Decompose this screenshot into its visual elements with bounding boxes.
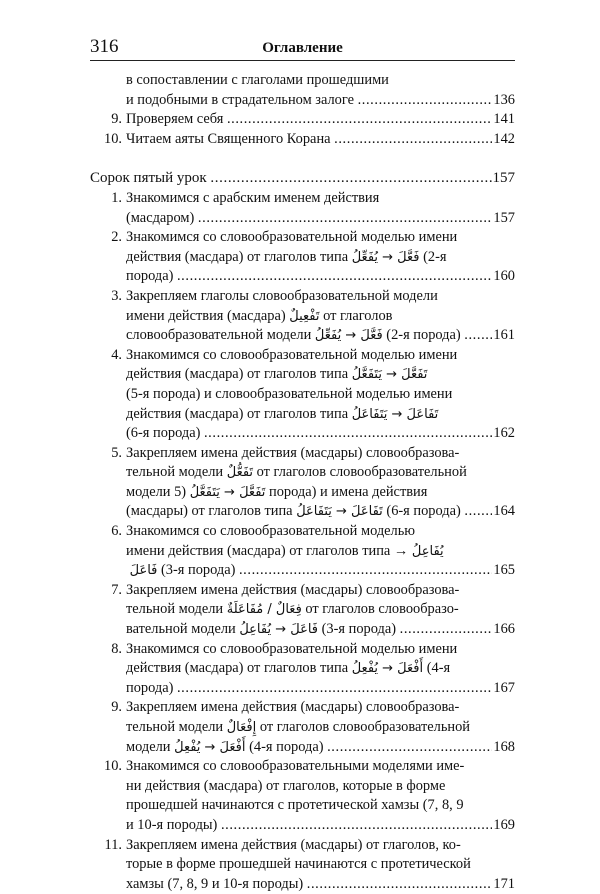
dot-leader (177, 679, 492, 699)
page-number: 316 (90, 36, 119, 57)
toc-line (90, 424, 515, 444)
toc-line (90, 522, 515, 542)
toc-item-number: 4. (111, 346, 122, 363)
toc-line (90, 502, 515, 522)
toc-line (90, 561, 515, 581)
toc-line (90, 757, 515, 777)
toc-item-text: тельной модели (126, 719, 224, 735)
toc-item-text: Знакомимся со словообразовательной моделью имени (126, 346, 458, 363)
toc-item-number: 9. (111, 699, 122, 716)
toc-page-number[interactable]: 157 (492, 170, 515, 187)
toc-item-number: 8. (111, 640, 122, 657)
toc-item-text: (масдары) от глаголов типа (126, 503, 293, 520)
toc-item-text: хамзы (7, 8, 9 и 10-я породы) (126, 875, 304, 892)
arabic-pattern: يُفَاعِلُ (411, 543, 444, 559)
toc-item-text: (масдаром) (126, 209, 195, 226)
toc-page-number[interactable]: 168 (493, 738, 515, 755)
toc-item-text: Закрепляем имена действия (масдары) словообразова- (126, 699, 460, 716)
toc-item-number: 10. (104, 130, 122, 147)
toc-line (90, 444, 515, 464)
toc-item-text: действия (масдара) от глаголов типа (126, 248, 349, 265)
toc-item-text: действия (масдара) от глаголов типа (126, 660, 349, 677)
toc-page-number[interactable]: 141 (493, 111, 515, 128)
arabic-pattern: تَفَعَّلَ → يَتَفَعَّلُ (189, 484, 266, 500)
toc-page-number[interactable]: 142 (493, 130, 515, 147)
toc-page-number[interactable]: 169 (493, 816, 515, 833)
toc-item-number: 10. (104, 758, 122, 775)
toc-item-text-continued: от глаголов словообразовательной (259, 719, 470, 735)
dot-leader (464, 502, 492, 522)
toc-page-number[interactable]: 171 (493, 875, 515, 892)
toc-line (90, 385, 515, 405)
toc-line (90, 405, 515, 425)
dot-leader (464, 326, 492, 346)
toc-line (90, 267, 515, 287)
toc-item-text: словообразовательной модели (126, 327, 312, 344)
toc-item-number: 11. (104, 836, 122, 853)
toc-line (90, 718, 515, 738)
dot-leader (239, 561, 492, 581)
arabic-pattern: تَفَاعَلَ → يَتَفَاعَلُ (296, 504, 383, 520)
dot-leader (400, 620, 493, 640)
toc-line (90, 71, 515, 91)
toc-item-text: (5-я порода) и словообразовательной моделью имени (126, 385, 453, 402)
toc-item-text: порода) (126, 679, 174, 696)
running-title: Оглавление (262, 40, 343, 56)
toc-item-text: модели (126, 738, 171, 755)
arabic-pattern: تَفَعُّلٌ (226, 465, 254, 481)
toc-line (90, 209, 515, 229)
dot-leader (327, 738, 492, 758)
arabic-pattern: فِعَالٌ / مُفَاعَلَةٌ (226, 602, 302, 618)
page-header (90, 36, 515, 61)
toc-page-number[interactable]: 136 (493, 91, 515, 108)
dot-leader (334, 130, 492, 150)
toc-line (90, 463, 515, 483)
section-gap (90, 149, 515, 169)
dot-leader (227, 110, 492, 130)
toc-item-text: Закрепляем имена действия (масдары) словообразова- (126, 581, 460, 598)
toc-line (90, 346, 515, 366)
toc-item-text-continued: от глаголов словообразо- (305, 601, 459, 618)
toc-item-text: имени действия (масдара) от глаголов типа → (126, 542, 409, 559)
toc-line (90, 189, 515, 209)
toc-item-number: 1. (111, 189, 122, 206)
toc-item-text: порода) (126, 268, 174, 285)
toc-line (90, 91, 515, 111)
toc-item-text: модели 5) (126, 483, 187, 500)
arabic-pattern: أَفْعَلَ → يُفْعِلُ (351, 661, 424, 677)
arabic-pattern: تَفَاعَلَ → يَتَفَاعَلُ (351, 406, 439, 422)
toc-item-text-continued: от глаголов (323, 307, 393, 324)
toc-item-text: имени действия (масдара) (126, 307, 286, 324)
arabic-pattern: أَفْعَلَ → يُفْعِلُ (174, 739, 246, 755)
toc-item-text-continued: (3-я порода) (161, 562, 236, 579)
toc-line (90, 875, 515, 894)
dot-leader (210, 169, 491, 189)
toc-item-number: 9. (111, 111, 122, 128)
toc-item-text: вательной модели (126, 621, 236, 638)
toc-line (90, 130, 515, 150)
toc-line (90, 483, 515, 503)
toc-line (90, 600, 515, 620)
toc-item-text: Проверяем себя (126, 111, 224, 128)
toc-item-text: Знакомимся со словообразовательной моделью имени (126, 640, 458, 657)
toc-item-number: 6. (111, 523, 122, 540)
toc-item-text: тельной модели (126, 464, 224, 481)
arabic-pattern: إِفْعَالٌ (226, 720, 257, 735)
toc-item-text: (6-я порода) (126, 425, 201, 442)
toc-item-number: 7. (111, 581, 122, 598)
toc-item-text: Закрепляем имена действия (масдары) от глаголов, ко- (126, 836, 461, 853)
toc-line (90, 640, 515, 660)
toc-item-number: 2. (111, 229, 122, 246)
toc-line (90, 816, 515, 836)
toc-lesson-heading (90, 169, 515, 189)
toc-line (90, 679, 515, 699)
toc-line (90, 777, 515, 797)
toc-item-text: тельной модели (126, 601, 224, 618)
toc-item-text-continued: (3-я порода) (321, 621, 397, 638)
toc-item-text: Знакомимся с арабским именем действия (126, 189, 380, 206)
toc-item-text-continued: (2-я (423, 248, 447, 265)
toc-page-number[interactable]: 161 (493, 327, 515, 344)
toc-item-text: ни действия (масдара) от глаголов, которые в форме (126, 777, 446, 794)
toc-page-number[interactable]: 164 (493, 503, 515, 520)
toc-line (90, 287, 515, 307)
toc-item-number: 5. (111, 444, 122, 461)
toc-line (90, 738, 515, 758)
toc-line (90, 110, 515, 130)
table-of-contents (90, 71, 515, 894)
dot-leader (204, 424, 492, 444)
toc-line (90, 365, 515, 385)
toc-item-text-continued: от глаголов словообразовательной (256, 464, 467, 481)
arabic-pattern: فَعَّلَ → يُفَعِّلُ (351, 249, 420, 265)
arabic-pattern: فَاعَلَ (129, 563, 158, 579)
toc-item-text: Закрепляем имена действия (масдары) словообразова- (126, 444, 460, 461)
dot-leader (221, 816, 492, 836)
toc-item-text-continued: (4-я порода) (249, 738, 324, 755)
toc-item-text: действия (масдара) от глаголов типа (126, 366, 349, 383)
toc-line (90, 698, 515, 718)
toc-line (90, 326, 515, 346)
arabic-pattern: فَعَّلَ → يُفَعِّلُ (314, 328, 383, 344)
arabic-pattern: تَفْعِيلٌ (289, 308, 320, 324)
arabic-pattern: فَاعَلَ → يُفَاعِلُ (239, 622, 319, 638)
toc-item-number: 3. (111, 287, 122, 304)
toc-line (90, 228, 515, 248)
toc-line (90, 620, 515, 640)
toc-item-text: действия (масдара) от глаголов типа (126, 405, 349, 422)
toc-item-text: Знакомимся со словообразовательной моделью имени (126, 229, 458, 246)
toc-item-text: прошедшей начинаются с протетической хамзы (7, 8, 9 (126, 797, 464, 814)
toc-line (90, 855, 515, 875)
toc-page-number[interactable]: 167 (493, 679, 515, 696)
dot-leader (358, 91, 493, 111)
toc-page-number[interactable]: 162 (493, 425, 515, 442)
toc-item-text: Знакомимся со словообразовательными моделями име- (126, 758, 465, 775)
toc-item-text-continued: (4-я (426, 660, 451, 677)
dot-leader (177, 267, 492, 287)
dot-leader (307, 875, 493, 894)
toc-item-text: в сопоставлении с глаголами прошедшими (126, 72, 389, 88)
toc-item-text: и 10-я породы) (126, 816, 218, 833)
toc-page-number[interactable]: 160 (493, 268, 515, 285)
toc-page-number[interactable]: 157 (493, 209, 515, 226)
lesson-title: Сорок пятый урок (90, 170, 207, 187)
toc-line (90, 248, 515, 268)
toc-page-number[interactable]: 165 (493, 562, 515, 579)
toc-item-text: Закрепляем глаголы словообразовательной модели (126, 287, 438, 304)
toc-line (90, 796, 515, 816)
toc-item-text: Знакомимся со словообразовательной моделью (126, 523, 416, 540)
toc-page-number[interactable]: 166 (493, 621, 515, 638)
toc-item-text-continued: порода) и имена действия (269, 483, 428, 500)
toc-item-text-continued: (2-я порода) (386, 327, 461, 344)
toc-line (90, 836, 515, 856)
toc-line (90, 307, 515, 327)
toc-line (90, 581, 515, 601)
toc-item-text: Читаем аяты Священного Корана (126, 130, 331, 147)
toc-item-text-continued: (6-я порода) (386, 503, 461, 520)
toc-line (90, 542, 515, 562)
toc-line (90, 659, 515, 679)
arabic-pattern: تَفَعَّلَ → يَتَفَعَّلُ (351, 367, 428, 383)
toc-item-text: и подобными в страдательном залоге (126, 91, 354, 108)
toc-item-text: торые в форме прошедшей начинаются с протетической (126, 856, 471, 873)
dot-leader (198, 209, 492, 229)
